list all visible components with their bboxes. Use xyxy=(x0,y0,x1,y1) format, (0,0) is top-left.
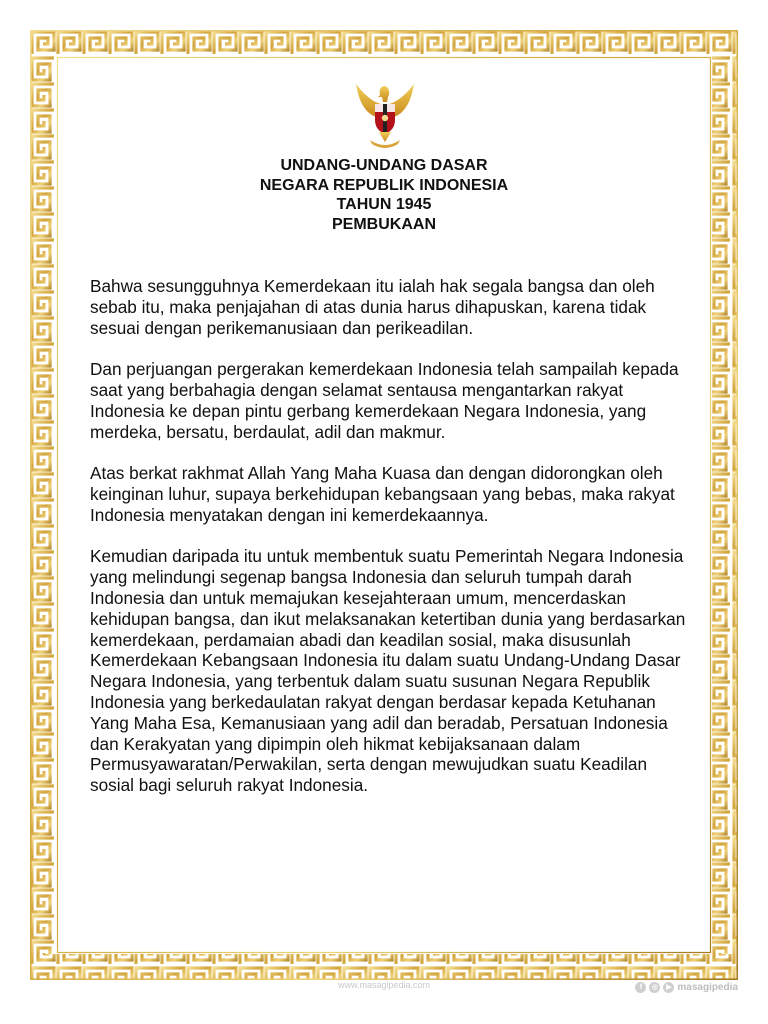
preamble-paragraph-2: Dan perjuangan pergerakan kemerdekaan Indonesia telah sampailah kepada saat yang berbahagia dengan selamat sentausa mengantarkan rakyat Indonesia ke depan pintu gerbang kemerdekaan Negara Indonesia, yang merdeka, bersatu, berdaulat, adil dan makmur. xyxy=(90,359,679,442)
garuda-pancasila-emblem xyxy=(348,80,422,150)
title-line: UNDANG-UNDANG DASAR xyxy=(280,157,488,174)
brand-name: masagipedia xyxy=(677,982,738,993)
preamble-paragraph-3: Atas berkat rakhmat Allah Yang Maha Kuasa dan dengan didorongkan oleh keinginan luhur, supaya berkehidupan kebangsaan yang bebas, maka rakyat Indonesia menyatakan dengan ini kemerdekaannya. xyxy=(90,463,675,525)
preamble-paragraph-1: Bahwa sesungguhnya Kemerdekaan itu ialah hak segala bangsa dan oleh sebab itu, maka penjajahan di atas dunia harus dihapuskan, karena tidak sesuai dengan perikemanusiaan dan perikeadilan. xyxy=(90,276,655,338)
preamble-body xyxy=(90,276,690,817)
facebook-icon: f xyxy=(635,982,646,993)
document-title xyxy=(200,156,568,234)
instagram-icon: ◎ xyxy=(649,982,660,993)
title-line: TAHUN 1945 xyxy=(336,196,432,213)
brand-mark xyxy=(635,982,738,993)
preamble-paragraph-4: Kemudian daripada itu untuk membentuk suatu Pemerintah Negara Indonesia yang melindungi segenap bangsa Indonesia dan seluruh tumpah darah Indonesia dan untuk memajukan kesejahteraan umum, mencerdaskan kehidupan bangsa, dan ikut melaksanakan ketertiban dunia yang berdasarkan kemerdekaan, perdamaian abadi dan keadilan sosial, maka disusunlah Kemerdekaan Kebangsaan Indonesia itu dalam suatu Undang-Undang Dasar Negara Indonesia, yang terbentuk dalam suatu susunan Negara Republik Indonesia yang berkedaulatan rakyat dengan berdasar kepada Ketuhanan Yang Maha Esa, Kemanusiaan yang adil dan beradab, Persatuan Indonesia dan Kerakyatan yang dipimpin oleh hikmat kebijaksanaan dalam Permusyawaratan/Perwakilan, serta dengan mewujudkan suatu Keadilan sosial bagi seluruh rakyat Indonesia. xyxy=(90,546,686,796)
watermark-url: www.masagipedia.com xyxy=(337,980,431,990)
youtube-icon: ▶ xyxy=(663,982,674,993)
title-line: NEGARA REPUBLIK INDONESIA xyxy=(259,176,509,194)
title-line: PEMBUKAAN xyxy=(332,215,436,233)
